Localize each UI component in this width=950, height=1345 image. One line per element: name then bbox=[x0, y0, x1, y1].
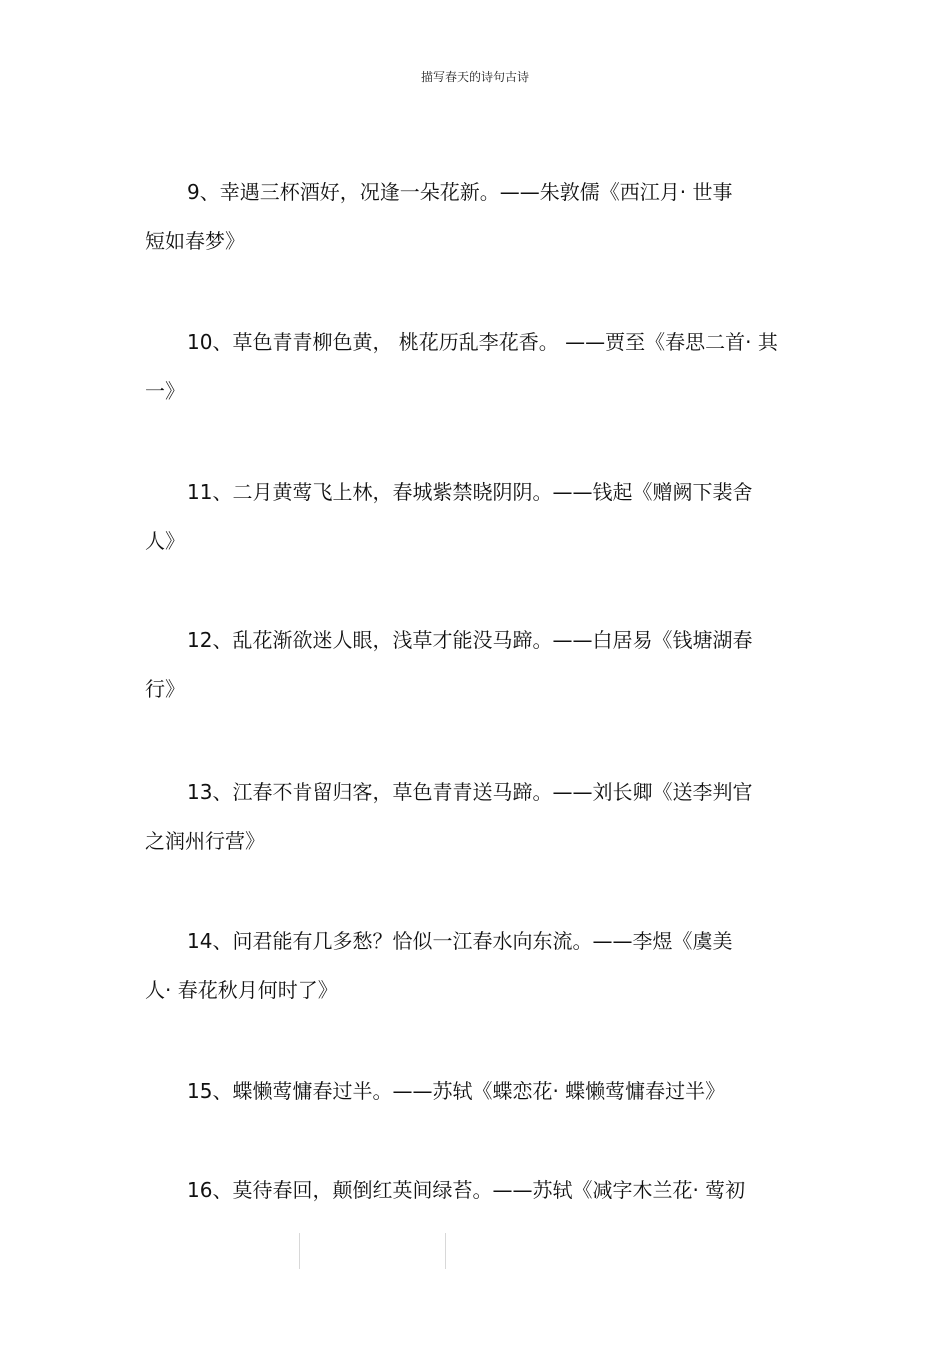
poem-line: 14、问君能有几多愁？恰似一江春水向东流。——李煜《虞美 bbox=[187, 929, 733, 953]
poem-line: 11、二月黄莺飞上林，春城紫禁晓阴阴。——钱起《赠阙下裴舍 bbox=[187, 480, 753, 504]
poem-line-continuation: 人》 bbox=[145, 529, 185, 553]
footer-divider-left bbox=[299, 1233, 300, 1269]
poem-line: 12、乱花渐欲迷人眼，浅草才能没马蹄。——白居易《钱塘湖春 bbox=[187, 628, 753, 652]
poem-line-continuation: 之润州行营》 bbox=[145, 829, 265, 853]
poem-line-continuation: 行》 bbox=[145, 677, 185, 701]
poem-line: 13、江春不肯留归客，草色青青送马蹄。——刘长卿《送李判官 bbox=[187, 780, 753, 804]
poem-line-continuation: 一》 bbox=[145, 379, 185, 403]
poem-line-continuation: 人· 春花秋月何时了》 bbox=[145, 978, 338, 1002]
page-header: 描写春天的诗句古诗 bbox=[420, 70, 529, 84]
poem-line: 15、蝶懒莺慵春过半。——苏轼《蝶恋花· 蝶懒莺慵春过半》 bbox=[187, 1079, 726, 1103]
poem-line-continuation: 短如春梦》 bbox=[145, 229, 245, 253]
footer-divider-right bbox=[445, 1233, 446, 1269]
poem-line: 16、莫待春回，颠倒红英间绿苔。——苏轼《减字木兰花· 莺初 bbox=[187, 1178, 746, 1202]
poem-line: 9、幸遇三杯酒好，况逢一朵花新。——朱敦儒《西江月· 世事 bbox=[187, 180, 733, 204]
poem-line: 10、草色青青柳色黄， 桃花历乱李花香。 ——贾至《春思二首· 其 bbox=[187, 330, 778, 354]
